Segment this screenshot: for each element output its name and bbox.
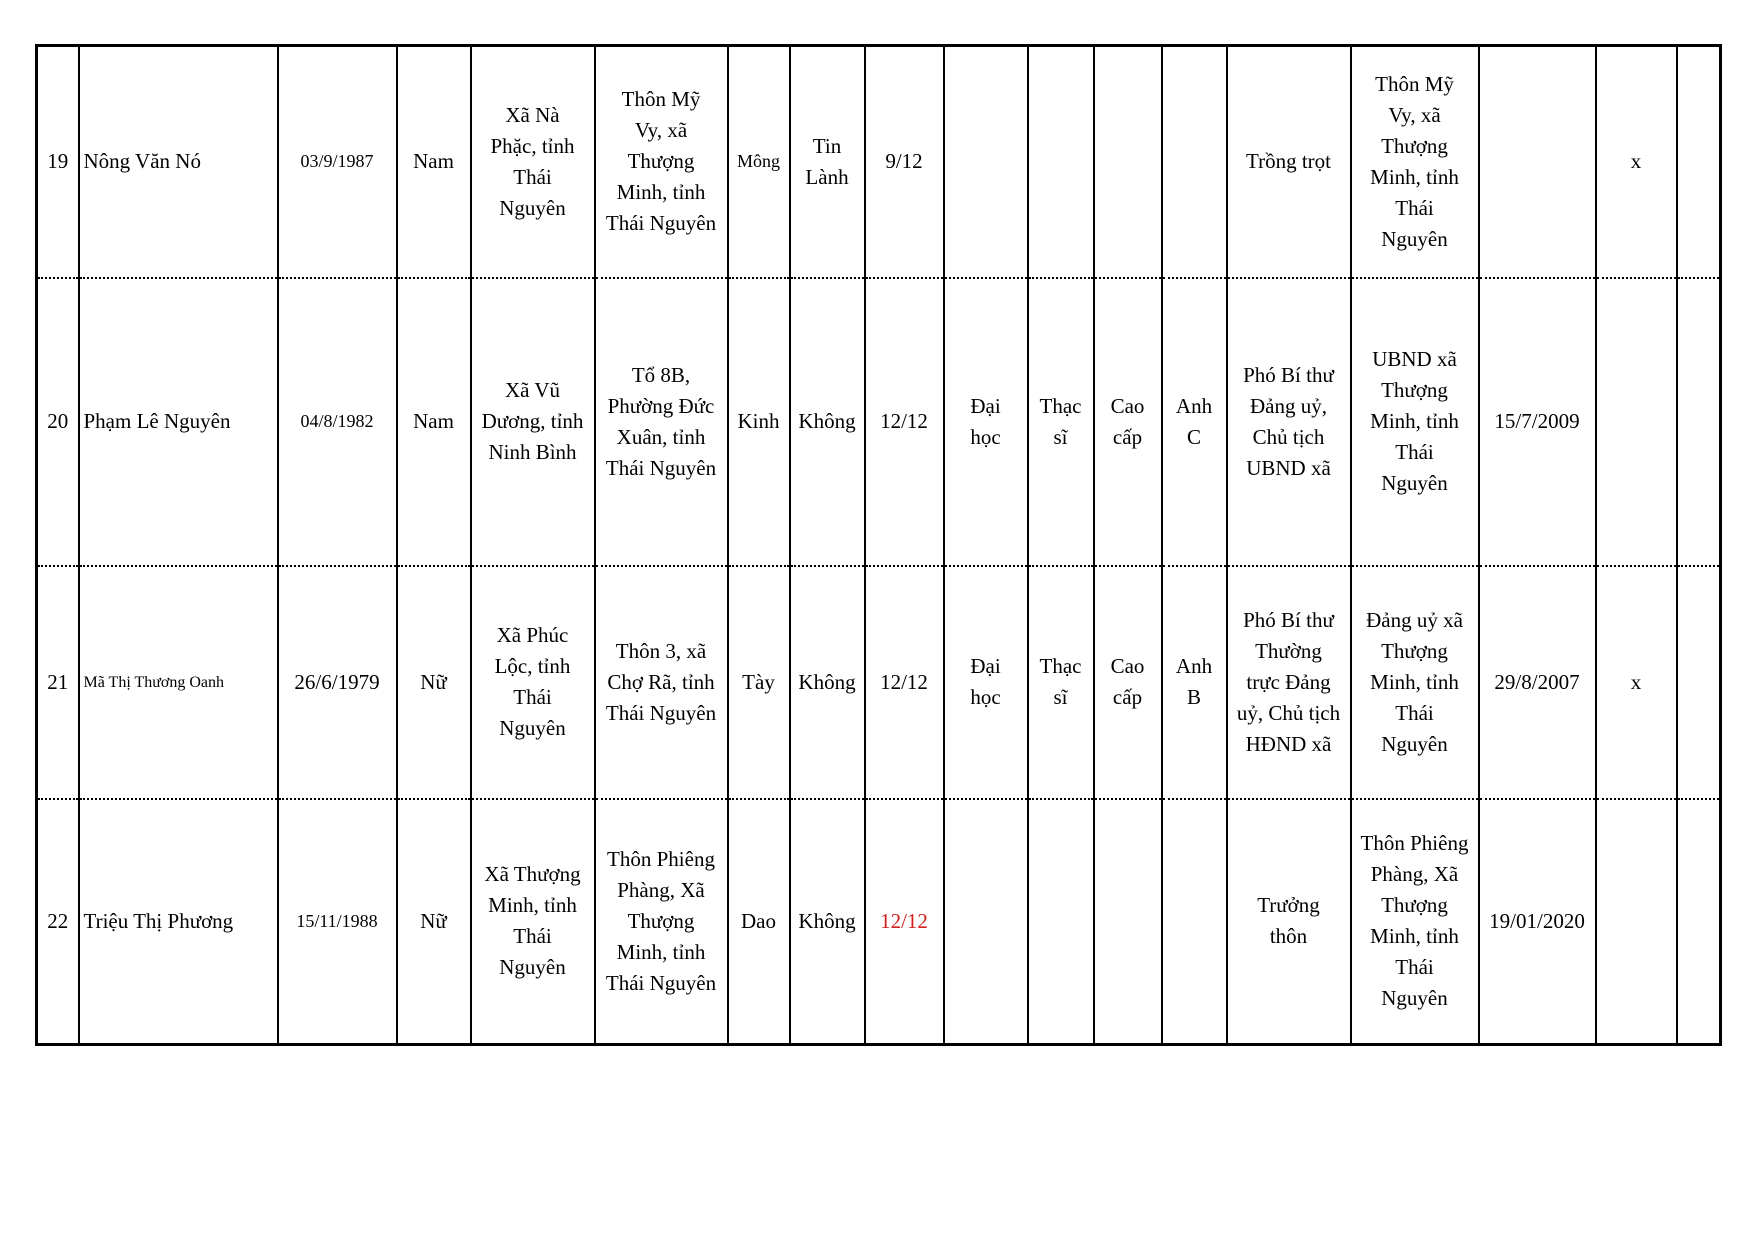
gender: Nam	[397, 46, 471, 278]
mark-column-a: x	[1596, 566, 1677, 799]
foreign-language	[1162, 46, 1227, 278]
workplace: Thôn Phiêng Phàng, Xã Thượng Minh, tỉnh Thái Nguyên	[1351, 799, 1479, 1045]
hometown: Xã Phúc Lộc, tỉnh Thái Nguyên	[471, 566, 595, 799]
gender: Nam	[397, 278, 471, 566]
date-of-birth: 15/11/1988	[278, 799, 397, 1045]
table-row	[37, 799, 1721, 1045]
party-admission-date: 29/8/2007	[1479, 566, 1596, 799]
party-admission-date: 15/7/2009	[1479, 278, 1596, 566]
mark-column-a	[1596, 799, 1677, 1045]
ethnicity: Mông	[728, 46, 790, 278]
professional-qualification: Đại học	[944, 566, 1028, 799]
political-theory: Cao cấp	[1094, 278, 1162, 566]
full-name: Phạm Lê Nguyên	[79, 278, 278, 566]
residence: Thôn Phiêng Phàng, Xã Thượng Minh, tỉnh Thái Nguyên	[595, 799, 728, 1045]
foreign-language: Anh C	[1162, 278, 1227, 566]
workplace: UBND xã Thượng Minh, tỉnh Thái Nguyên	[1351, 278, 1479, 566]
table-row	[37, 566, 1721, 799]
political-theory	[1094, 46, 1162, 278]
date-of-birth: 03/9/1987	[278, 46, 397, 278]
professional-qualification: Đại học	[944, 278, 1028, 566]
hometown: Xã Nà Phặc, tỉnh Thái Nguyên	[471, 46, 595, 278]
academic-degree	[1028, 799, 1094, 1045]
position: Trưởng thôn	[1227, 799, 1351, 1045]
academic-degree: Thạc sĩ	[1028, 566, 1094, 799]
ethnicity: Tày	[728, 566, 790, 799]
general-education: 9/12	[865, 46, 944, 278]
general-education: 12/12	[865, 566, 944, 799]
table-row	[37, 278, 1721, 566]
row-number: 20	[37, 278, 79, 566]
workplace: Đảng uỷ xã Thượng Minh, tỉnh Thái Nguyên	[1351, 566, 1479, 799]
full-name: Nông Văn Nó	[79, 46, 278, 278]
candidate-table	[35, 44, 1722, 1046]
religion: Tin Lành	[790, 46, 865, 278]
row-number: 19	[37, 46, 79, 278]
academic-degree: Thạc sĩ	[1028, 278, 1094, 566]
professional-qualification	[944, 46, 1028, 278]
general-education: 12/12	[865, 799, 944, 1045]
party-admission-date	[1479, 46, 1596, 278]
general-education: 12/12	[865, 278, 944, 566]
date-of-birth: 04/8/1982	[278, 278, 397, 566]
residence: Tổ 8B, Phường Đức Xuân, tỉnh Thái Nguyên	[595, 278, 728, 566]
political-theory	[1094, 799, 1162, 1045]
academic-degree	[1028, 46, 1094, 278]
foreign-language: Anh B	[1162, 566, 1227, 799]
full-name: Mã Thị Thương Oanh	[79, 566, 278, 799]
mark-column-b	[1677, 799, 1721, 1045]
mark-column-a	[1596, 278, 1677, 566]
ethnicity: Kinh	[728, 278, 790, 566]
hometown: Xã Thượng Minh, tỉnh Thái Nguyên	[471, 799, 595, 1045]
residence: Thôn Mỹ Vy, xã Thượng Minh, tỉnh Thái Nguyên	[595, 46, 728, 278]
mark-column-a: x	[1596, 46, 1677, 278]
mark-column-b	[1677, 566, 1721, 799]
religion: Không	[790, 566, 865, 799]
hometown: Xã Vũ Dương, tỉnh Ninh Bình	[471, 278, 595, 566]
gender: Nữ	[397, 566, 471, 799]
religion: Không	[790, 799, 865, 1045]
row-number: 21	[37, 566, 79, 799]
professional-qualification	[944, 799, 1028, 1045]
religion: Không	[790, 278, 865, 566]
row-number: 22	[37, 799, 79, 1045]
party-admission-date: 19/01/2020	[1479, 799, 1596, 1045]
full-name: Triệu Thị Phương	[79, 799, 278, 1045]
residence: Thôn 3, xã Chợ Rã, tỉnh Thái Nguyên	[595, 566, 728, 799]
date-of-birth: 26/6/1979	[278, 566, 397, 799]
gender: Nữ	[397, 799, 471, 1045]
table-row	[37, 46, 1721, 278]
mark-column-b	[1677, 46, 1721, 278]
position: Trồng trọt	[1227, 46, 1351, 278]
ethnicity: Dao	[728, 799, 790, 1045]
foreign-language	[1162, 799, 1227, 1045]
position: Phó Bí thư Thường trực Đảng uỷ, Chủ tịch HĐND xã	[1227, 566, 1351, 799]
political-theory: Cao cấp	[1094, 566, 1162, 799]
position: Phó Bí thư Đảng uỷ, Chủ tịch UBND xã	[1227, 278, 1351, 566]
mark-column-b	[1677, 278, 1721, 566]
workplace: Thôn Mỹ Vy, xã Thượng Minh, tỉnh Thái Nguyên	[1351, 46, 1479, 278]
